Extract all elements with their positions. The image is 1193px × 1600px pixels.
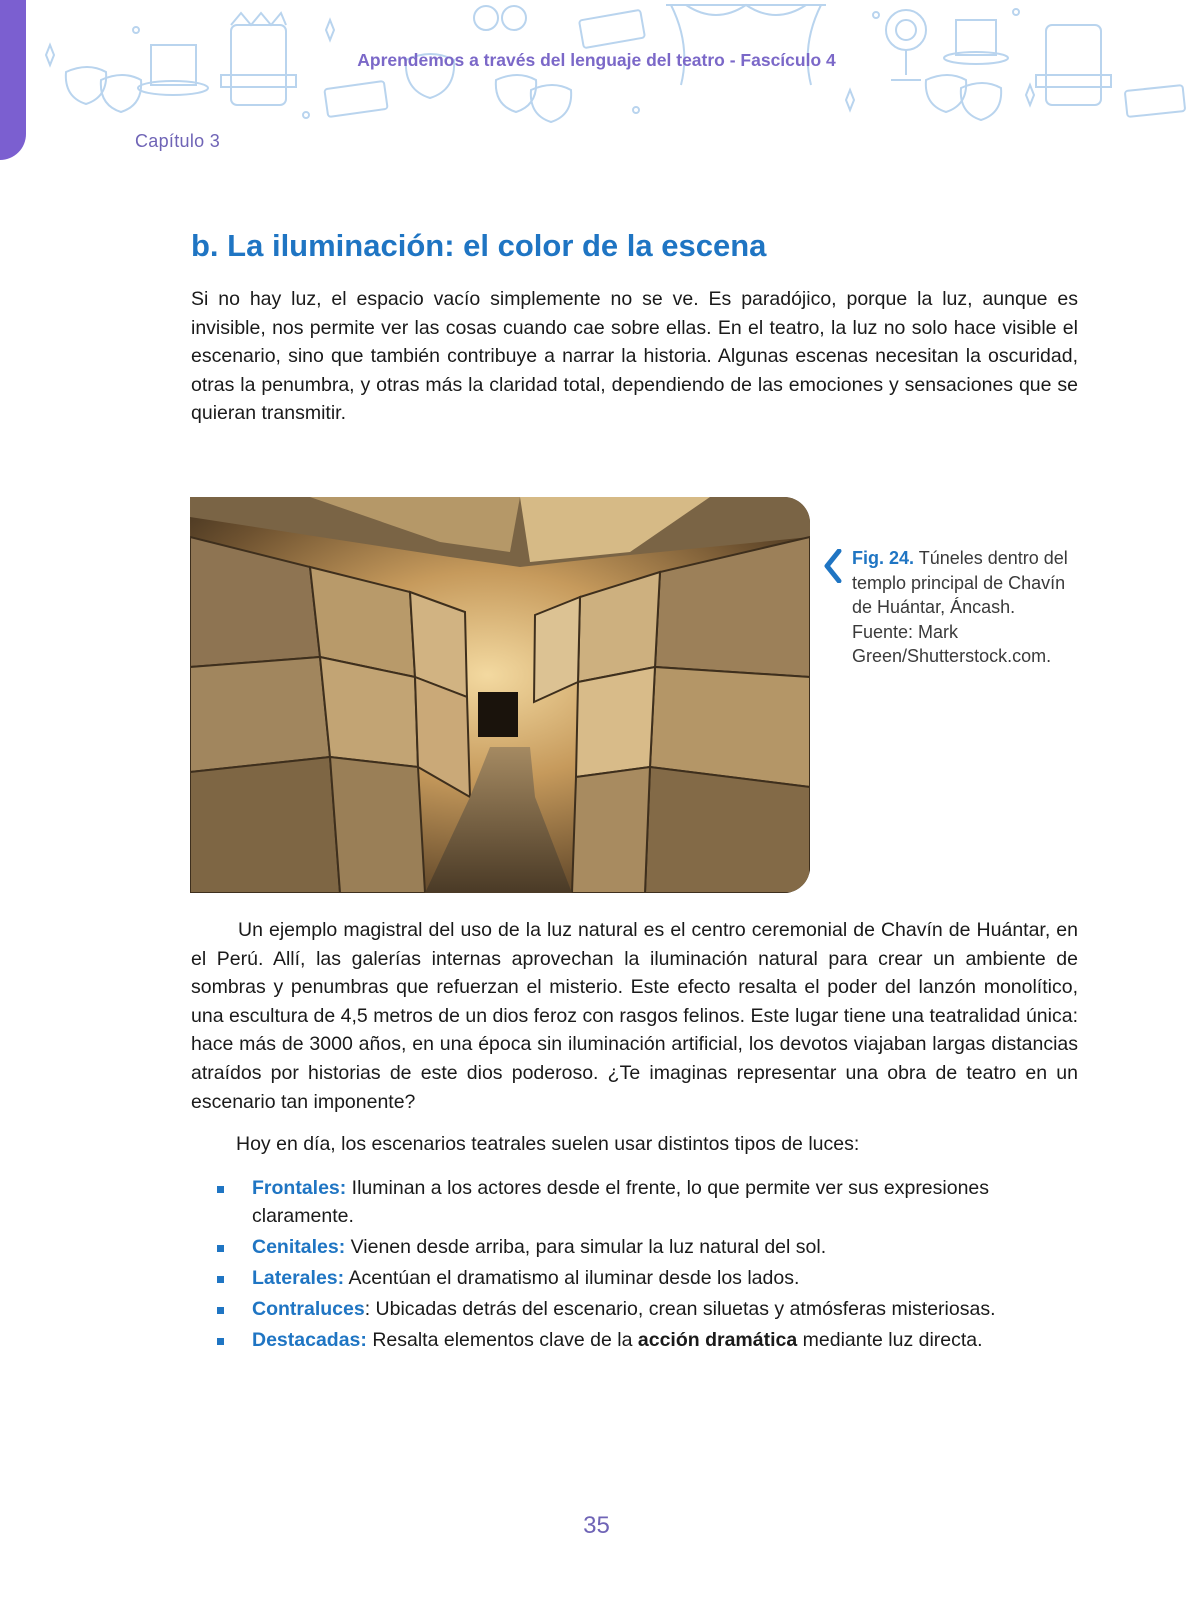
list-item	[212, 1295, 1082, 1323]
light-type-term: Frontales:	[252, 1177, 347, 1199]
chavin-paragraph	[191, 916, 1078, 1116]
square-bullet-icon	[217, 1276, 224, 1283]
page-number: 35	[583, 1512, 610, 1539]
list-item	[212, 1264, 1082, 1292]
lights-intro-paragraph: Hoy en día, los escenarios teatrales suelen usar distintos tipos de luces:	[236, 1133, 860, 1155]
chavin-tunnel-photo	[190, 497, 810, 893]
square-bullet-icon	[217, 1245, 224, 1252]
section-title: b. La iluminación: el color de la escena	[191, 228, 767, 263]
light-types-list	[212, 1174, 1082, 1357]
ticket-icon	[1125, 85, 1185, 117]
list-item	[212, 1174, 1082, 1230]
list-item	[212, 1233, 1082, 1261]
fascicle-title: Aprendemos a través del lenguaje del teatro - Fascículo 4	[357, 50, 836, 70]
light-type-term: Cenitales:	[252, 1236, 346, 1258]
light-type-text: Iluminan a los actores desde el frente, lo que permite ver sus expresiones claramente.	[252, 1177, 990, 1227]
theater-masks-icon	[66, 67, 141, 112]
square-bullet-icon	[217, 1186, 224, 1193]
figure-caption-text: Túneles dentro del templo principal de Chavín de Huántar, Áncash. Fuente: Mark Green/Shutterstock.com.	[852, 548, 1068, 666]
theater-masks-icon	[926, 75, 1001, 120]
list-item	[212, 1326, 1082, 1354]
light-type-text: Acentúan el dramatismo al iluminar desde los lados.	[344, 1267, 800, 1289]
chavin-paragraph-text: Un ejemplo magistral del uso de la luz natural es el centro ceremonial de Chavín de Huántar, en el Perú. Allí, las galerías internas aprovechan la iluminación natural para crear un ambiente de sombras y penumbras que refuerzan el misterio. Este efecto resalta el poder del lanzón monolítico, una escultura de 4,5 metros de un dios feroz con rasgos felinos. Este lugar tiene una teatralidad única: hace más de 3000 años, en una época sin iluminación artificial, los devotos viajaban largas distancias atraídos por historias de este dios poderoso. ¿Te imaginas representar una obra de teatro en un escenario tan imponente?	[191, 919, 1078, 1113]
light-type-text: Resalta elementos clave de la	[366, 1329, 638, 1351]
light-type-term: Contraluces	[252, 1298, 365, 1320]
ticket-icon	[324, 81, 387, 117]
light-type-text-after: mediante luz directa.	[797, 1329, 983, 1351]
light-type-term: Destacadas:	[252, 1329, 367, 1351]
binoculars-icon	[474, 6, 526, 30]
bold-phrase: acción dramática	[637, 1329, 798, 1351]
square-bullet-icon	[217, 1338, 224, 1345]
ticket-icon	[579, 10, 645, 48]
curtain-icon	[666, 5, 826, 85]
chevron-left-icon	[823, 549, 843, 583]
chapter-tab	[0, 0, 26, 160]
chapter-label: Capítulo 3	[135, 131, 221, 151]
square-bullet-icon	[217, 1307, 224, 1314]
light-type-text: Vienen desde arriba, para simular la luz natural del sol.	[345, 1236, 827, 1258]
figure-label: Fig. 24.	[852, 548, 915, 568]
intro-paragraph: Si no hay luz, el espacio vacío simplemente no se ve. Es paradójico, porque la luz, aunque es invisible, nos permite ver las cosas cuando cae sobre ellas. En el teatro, la luz no solo hace visible el escenario, sino que también contribuye a narrar la historia. Algunas escenas necesitan la oscuridad, otras la penumbra, y otras más la claridad total, dependiendo de las emociones y sensaciones que se quieran transmitir.	[191, 288, 1078, 425]
light-type-term: Laterales:	[252, 1267, 345, 1289]
light-type-text: : Ubicadas detrás del escenario, crean siluetas y atmósferas misteriosas.	[364, 1298, 996, 1320]
